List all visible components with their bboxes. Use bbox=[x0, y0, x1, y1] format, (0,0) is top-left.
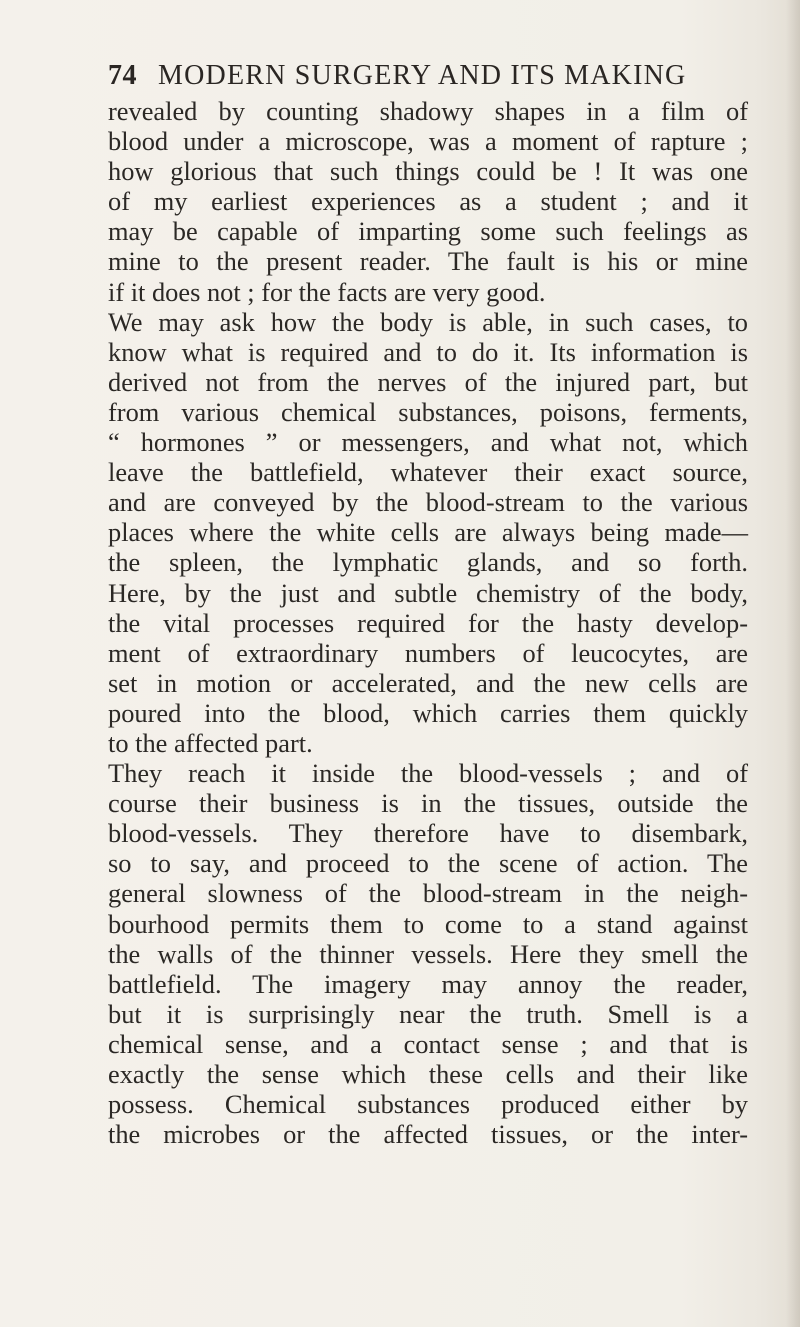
text-line: if it does not ; for the facts are very good. bbox=[108, 276, 546, 307]
text-line: ment of extraordinary numbers of leucocytes, are bbox=[108, 637, 748, 668]
text-line: of my earliest experiences as a student ; and it bbox=[108, 186, 748, 217]
text-line: derived not from the nerves of the injured part, but bbox=[108, 366, 748, 397]
text-line: how glorious that such things could be ! It was one bbox=[108, 156, 748, 187]
text-line: blood-vessels. They therefore have to disembark, bbox=[108, 818, 748, 849]
text-line: exactly the sense which these cells and their like bbox=[108, 1059, 748, 1089]
text-line: poured into the blood, which carries them quickly bbox=[108, 697, 748, 728]
text-line: the vital processes required for the hasty develop- bbox=[108, 607, 748, 638]
text-line: the walls of the thinner vessels. Here they smell the bbox=[108, 938, 748, 969]
text-line: leave the battlefield, whatever their exact source, bbox=[108, 457, 748, 488]
text-line: places where the white cells are always being made— bbox=[108, 517, 748, 548]
text-line: blood under a microscope, was a moment of rapture ; bbox=[108, 126, 748, 157]
text-line: general slowness of the blood-stream in the neigh- bbox=[108, 878, 748, 909]
text-line: battlefield. The imagery may annoy the reader, bbox=[108, 968, 748, 999]
text-line: course their business is in the tissues, outside the bbox=[108, 788, 748, 819]
text-line: bourhood permits them to come to a stand against bbox=[108, 908, 748, 939]
text-line: may be capable of imparting some such feelings as bbox=[108, 216, 748, 247]
text-line: but it is surprisingly near the truth. Smell is a bbox=[108, 998, 748, 1029]
text-line: and are conveyed by the blood-stream to the various bbox=[108, 487, 748, 518]
running-head: MODERN SURGERY AND ITS MAKING bbox=[158, 60, 687, 91]
page-edge-shadow bbox=[786, 0, 800, 1327]
text-line: We may ask how the body is able, in such cases, to bbox=[108, 306, 748, 337]
body-text bbox=[108, 96, 748, 1149]
text-line: chemical sense, and a contact sense ; and that is bbox=[108, 1028, 748, 1059]
text-line: to the affected part. bbox=[108, 727, 313, 758]
text-line: so to say, and proceed to the scene of action. The bbox=[108, 848, 748, 879]
page-header bbox=[108, 58, 748, 98]
text-line: Here, by the just and subtle chemistry of the body, bbox=[108, 577, 748, 608]
text-line: mine to the present reader. The fault is his or mine bbox=[108, 246, 748, 277]
text-line: know what is required and to do it. Its information is bbox=[108, 336, 748, 367]
text-line: the microbes or the affected tissues, or the inter- bbox=[108, 1119, 748, 1150]
text-line: “ hormones ” or messengers, and what not, which bbox=[108, 427, 748, 458]
text-line: set in motion or accelerated, and the new cells are bbox=[108, 667, 748, 698]
text-line: revealed by counting shadowy shapes in a film of bbox=[108, 96, 748, 126]
text-line: from various chemical substances, poisons, ferments, bbox=[108, 396, 748, 427]
text-line: the spleen, the lymphatic glands, and so forth. bbox=[108, 547, 748, 578]
page-number: 74 bbox=[108, 60, 137, 91]
text-line: possess. Chemical substances produced either by bbox=[108, 1089, 748, 1120]
text-line: They reach it inside the blood-vessels ; and of bbox=[108, 758, 748, 789]
